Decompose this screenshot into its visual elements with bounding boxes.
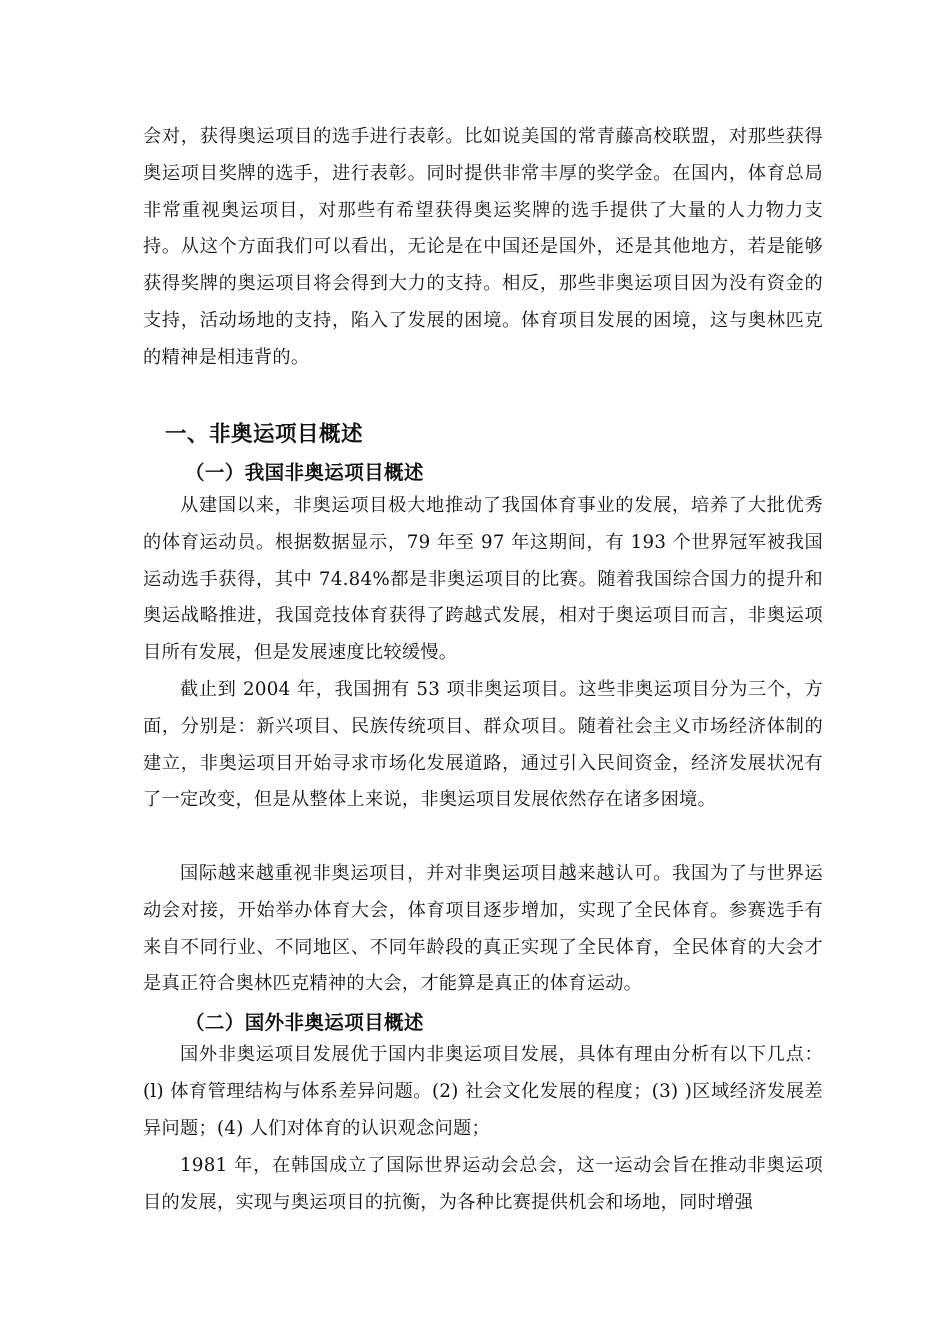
- subsection-heading-1: （一）我国非奥运项目概述: [185, 461, 424, 484]
- section-heading-1: 一、非奥运项目概述: [165, 422, 364, 447]
- intro-paragraph: 会对，获得奥运项目的选手进行表彰。比如说美国的常青藤高校联盟，对那些获得奥运项目奖牌的选手，进行表彰。同时提供非常丰厚的奖学金。在国内，体育总局非常重视奥运项目，对那些有希望获得奥运奖牌的选手提供了大量的人力物力支持。从这个方面我们可以看出，无论是在中国还是国外，还是其他地方，若是能够获得奖牌的奥运项目将会得到大力的支持。相反，那些非奥运项目因为没有资金的支持，活动场地的支持，陷入了发展的困境。体育项目发展的困境，这与奥林匹克的精神是相违背的。: [143, 126, 823, 368]
- subsection2-paragraph-2: 1981 年，在韩国成立了国际世界运动会总会，这一运动会旨在推动非奥运项目的发展，实现与奥运项目的抗衡，为各种比赛提供机会和场地，同时增强: [143, 1155, 823, 1213]
- subsection1-paragraph-2: 截止到 2004 年，我国拥有 53 项非奥运项目。这些非奥运项目分为三个，方面，分别是：新兴项目、民族传统项目、群众项目。随着社会主义市场经济体制的建立，非奥运项目开始寻求市场化发展道路，通过引入民间资金，经济发展状况有了一定改变，但是从整体上来说，非奥运项目发展依然存在诸多困境。: [143, 679, 823, 811]
- subsection1-paragraph-1: 从建国以来，非奥运项目极大地推动了我国体育事业的发展，培养了大批优秀的体育运动员。根据数据显示，79 年至 97 年这期间，有 193 个世界冠军被我国运动选手获得，其中 74.84%都是非奥运项目的比赛。随着我国综合国力的提升和奥运战略推进，我国竞技体育获得了跨越式发展，相对于奥运项目而言，非奥运项目所有发展，但是发展速度比较缓慢。: [143, 495, 823, 664]
- subsection-heading-2: （二）国外非奥运项目概述: [185, 1011, 424, 1034]
- subsection2-paragraph-1: 国外非奥运项目发展优于国内非奥运项目发展，具体有理由分析有以下几点：(l) 体育管理结构与体系差异问题。(2) 社会文化发展的程度；(3) )区域经济发展差异问题；(4) 人们对体育的认识观念问题；: [143, 1044, 823, 1139]
- subsection1-paragraph-3: 国际越来越重视非奥运项目，并对非奥运项目越来越认可。我国为了与世界运动会对接，开始举办体育大会，体育项目逐步增加，实现了全民体育。参赛选手有来自不同行业、不同地区、不同年龄段的真正实现了全民体育，全民体育的大会才是真正符合奥林匹克精神的大会，才能算是真正的体育运动。: [143, 863, 823, 995]
